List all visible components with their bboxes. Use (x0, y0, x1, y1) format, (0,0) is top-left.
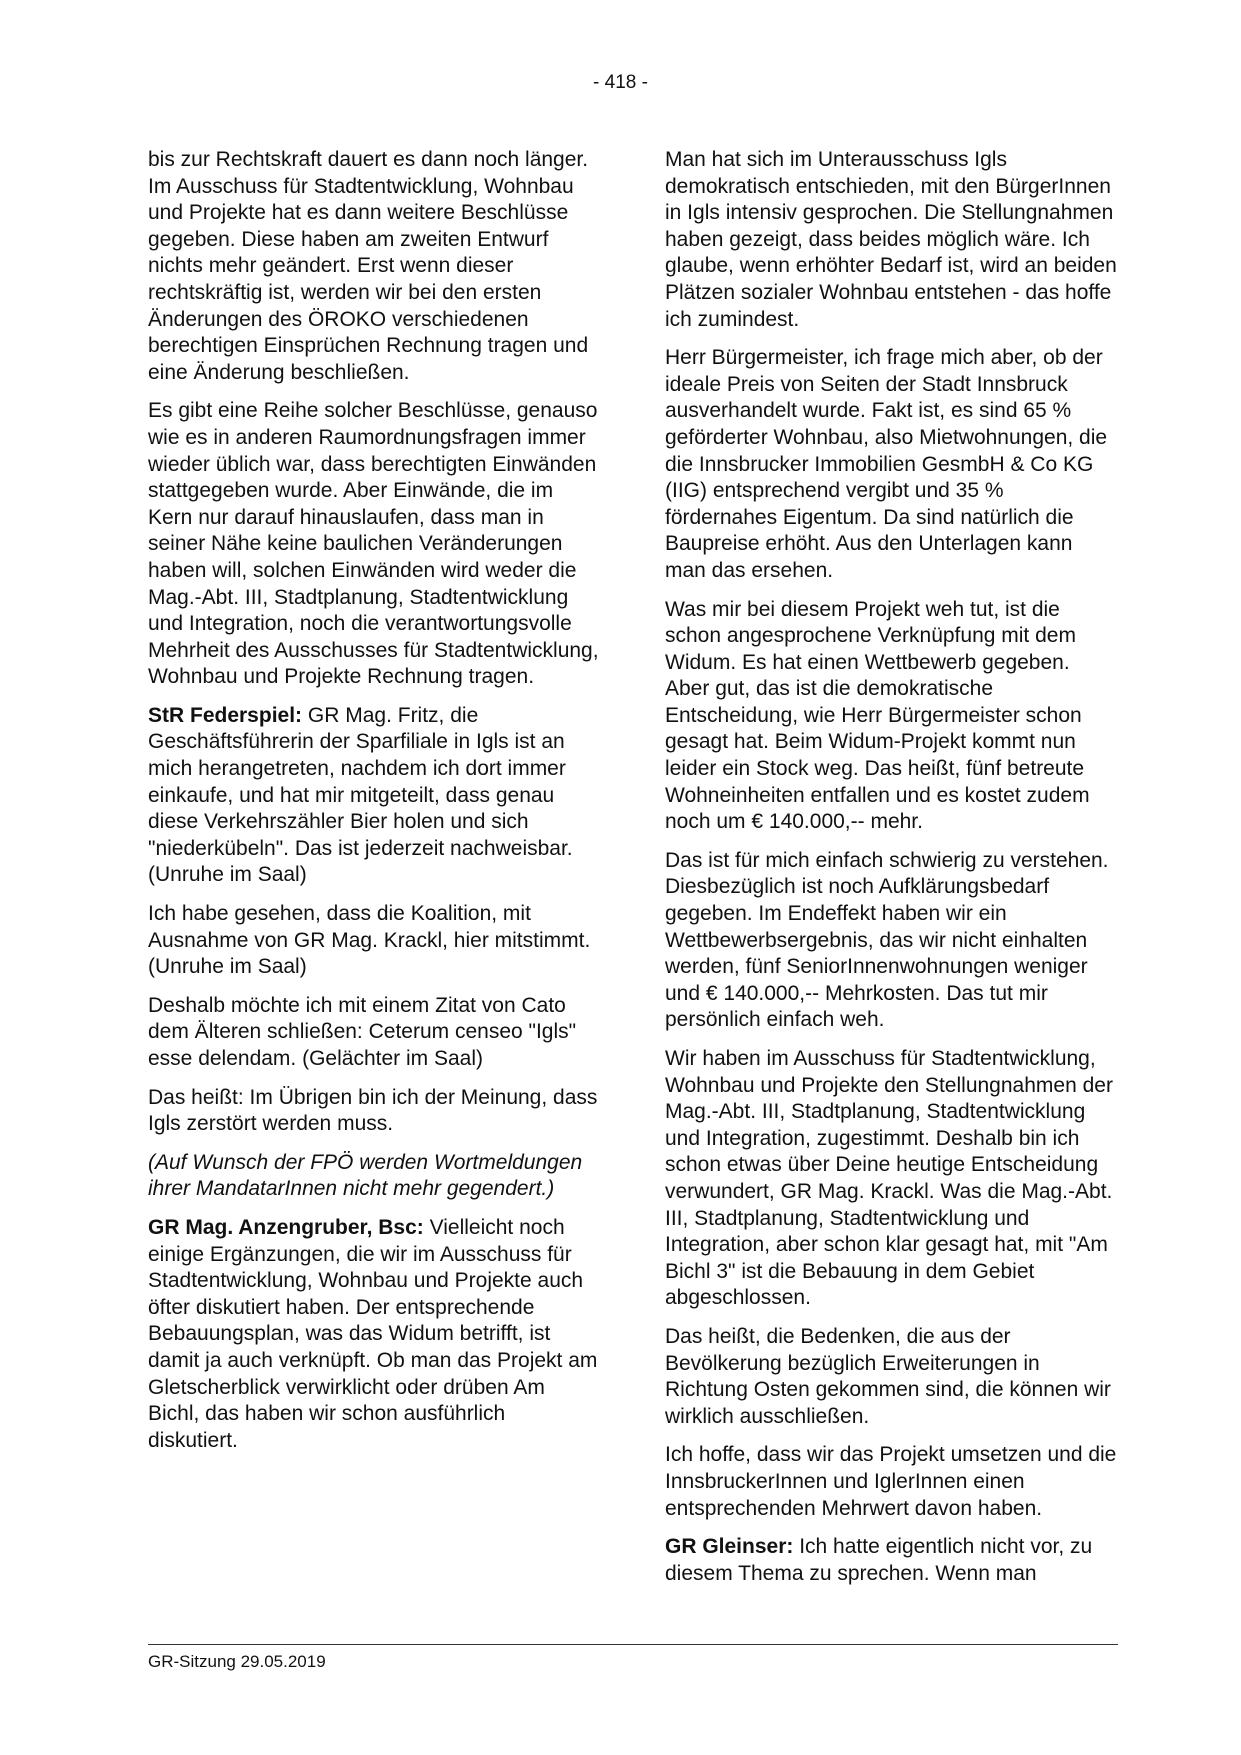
editorial-note: (Auf Wunsch der FPÖ werden Wortmeldungen ihrer MandatarInnen nicht mehr gegendert.) (148, 1150, 583, 1201)
paragraph (148, 703, 600, 889)
paragraph: Wir haben im Ausschuss für Stadtentwicklung, Wohnbau und Projekte den Stellungnahmen der Mag.-Abt. III, Stadtplanung, Stadtentwicklung und Integration, zugestimmt. Deshalb bin ich schon etwas über Deine heutige Entscheidung verwundert, GR Mag. Krackl. Was die Mag.-Abt. III, Stadtplanung, Stadtentwicklung und Integration, aber schon klar gesagt hat, mit "Am Bichl 3" ist die Bebauung in dem Gebiet abgeschlossen. (665, 1047, 1113, 1310)
speaker-name: GR Gleinser: (665, 1535, 794, 1559)
paragraph: Es gibt eine Reihe solcher Beschlüsse, genauso wie es in anderen Raumordnungsfragen immer wieder üblich war, dass berechtigten Einwänden stattgegeben wurde. Aber Einwände, die im Kern nur darauf hinauslaufen, dass man in seiner Nähe keine baulichen Veränderungen haben will, solchen Einwänden wird weder die Mag.-Abt. III, Stadtplanung, Stadtentwicklung und Integration, noch die verantwortungsvolle Mehrheit des Ausschusses für Stadtentwicklung, Wohnbau und Projekte Rechnung tragen. (148, 399, 599, 689)
speaker-name: StR Federspiel: (148, 703, 303, 727)
paragraph: Ich habe gesehen, dass die Koalition, mit Ausnahme von GR Mag. Krackl, hier mitstimmt. (Unruhe im Saal) (148, 902, 591, 979)
paragraph: Man hat sich im Unterausschuss Igls demokratisch entschieden, mit den BürgerInnen in Igls intensiv gesprochen. Die Stellungnahmen haben gezeigt, dass beides möglich wäre. Ich glaube, wenn erhöhter Bedarf ist, wird an beiden Plätzen sozialer Wohnbau entstehen - das hoffe ich zumindest. (665, 148, 1117, 331)
left-column (148, 147, 600, 1466)
footer-divider (148, 1644, 1118, 1645)
paragraph: Das ist für mich einfach schwierig zu verstehen. Diesbezüglich ist noch Aufklärungsbedarf gegeben. Im Endeffekt haben wir ein Wettbewerbsergebnis, das wir nicht einhalten werden, fünf SeniorInnenwohnungen weniger und € 140.000,-- Mehrkosten. Das tut mir persönlich einfach weh. (665, 848, 1109, 1032)
page-number: - 418 - (593, 72, 648, 93)
speaker-name: GR Mag. Anzengruber, Bsc: (148, 1215, 424, 1239)
footer-text: GR-Sitzung 29.05.2019 (148, 1652, 326, 1671)
paragraph: Ich hoffe, dass wir das Projekt umsetzen und die InnsbruckerInnen und IglerInnen einen entsprechenden Mehrwert davon haben. (665, 1443, 1117, 1520)
paragraph: Herr Bürgermeister, ich frage mich aber, ob der ideale Preis von Seiten der Stadt Innsbruck ausverhandelt wurde. Fakt ist, es sind 65 % geförderter Wohnbau, also Mietwohnungen, die die Innsbrucker Immobilien GesmbH & Co KG (IIG) entsprechend vergibt und 35 % fördernahes Eigentum. Da sind natürlich die Baupreise erhöht. Aus den Unterlagen kann man das ersehen. (665, 346, 1108, 582)
paragraph: Deshalb möchte ich mit einem Zitat von Cato dem Älteren schließen: Ceterum censeo "Igls" esse delendam. (Gelächter im Saal) (148, 993, 577, 1070)
paragraph: Das heißt, die Bedenken, die aus der Bevölkerung bezüglich Erweiterungen in Richtung Osten gekommen sind, die können wir wirklich ausschließen. (665, 1324, 1111, 1428)
paragraph: Was mir bei diesem Projekt weh tut, ist die schon angesprochene Verknüpfung mit dem Widum. Es hat einen Wettbewerb gegeben. Aber gut, das ist die demokratische Entscheidung, wie Herr Bürgermeister schon gesagt hat. Beim Widum-Projekt kommt nun leider ein Stock weg. Das heißt, fünf betreute Wohneinheiten entfallen und es kostet zudem noch um € 140.000,-- mehr. (665, 597, 1090, 834)
paragraph: Das heißt: Im Übrigen bin ich der Meinung, dass Igls zerstört werden muss. (148, 1085, 598, 1136)
paragraph: bis zur Rechtskraft dauert es dann noch länger. Im Ausschuss für Stadtentwicklung, Wohnbau und Projekte hat es dann weitere Beschlüsse gegeben. Diese haben am zweiten Entwurf nichts mehr geändert. Erst wenn dieser rechtskräftig ist, werden wir bei den ersten Änderungen des ÖROKO verschiedenen berechtigen Einsprüchen Rechnung tragen und eine Änderung beschließen. (148, 148, 589, 384)
speech-text: Ich hatte eigentlich nicht vor, zu diesem Thema zu sprechen. Wenn man (665, 1535, 1093, 1585)
paragraph (148, 1215, 600, 1454)
paragraph (665, 1534, 1117, 1587)
speech-text: Vielleicht noch einige Ergänzungen, die wir im Ausschuss für Stadtentwicklung, Wohnbau und Projekte auch öfter diskutiert haben. Der entsprechende Bebauungsplan, was das Widum betrifft, ist damit ja auch verknüpft. Ob man das Projekt am Gletscherblick verwirklicht oder drüben Am Bichl, das haben wir schon ausführlich diskutiert. (148, 1215, 598, 1452)
right-column (665, 147, 1117, 1599)
speech-text: GR Mag. Fritz, die Geschäftsführerin der Sparfiliale in Igls ist an mich herangetreten, nachdem ich dort immer einkaufe, und hat mir mitgeteilt, dass genau diese Verkehrszähler Bier holen und sich "niederkübeln". Das ist jederzeit nachweisbar. (Unruhe im Saal) (148, 703, 573, 887)
